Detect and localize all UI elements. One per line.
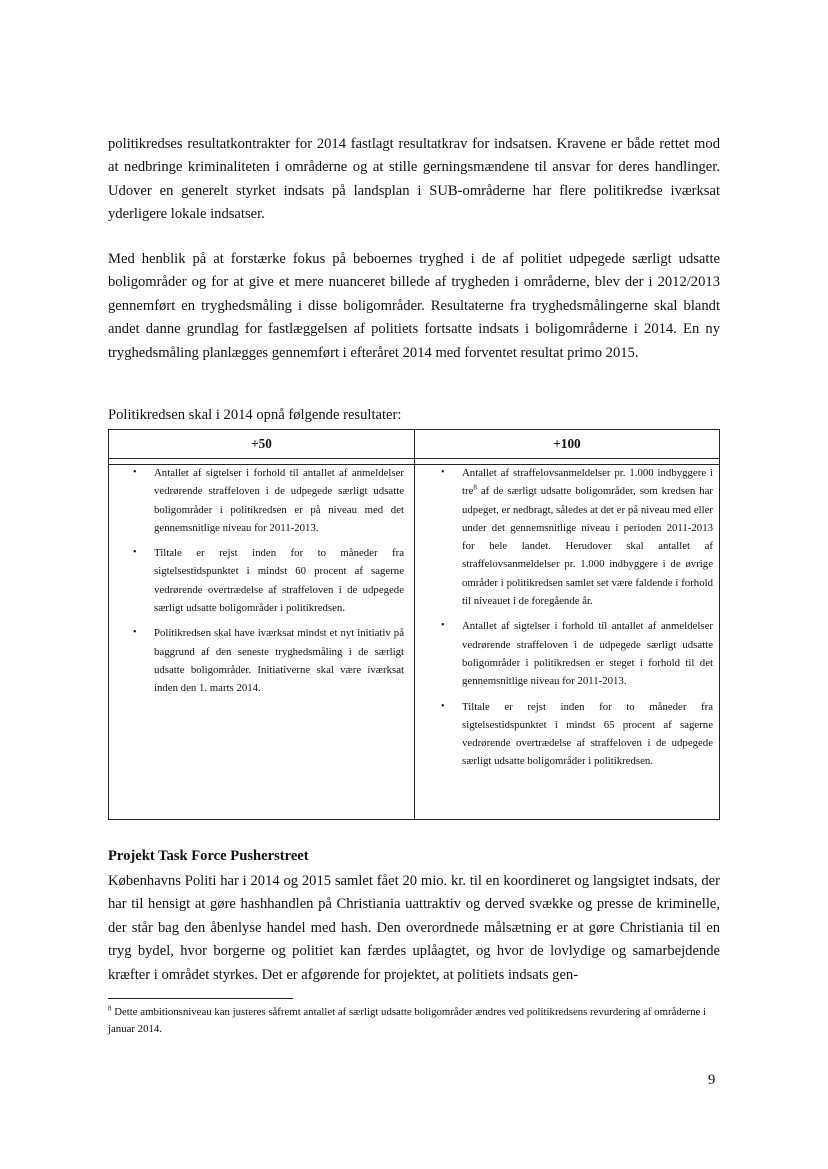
paragraph-intro: politikredses resultatkontrakter for 2014 fastlagt resultatkrav for indsatsen. Kravene er både rettet mod at nedbringe kriminaliteten i områderne og at stille gerningsmændene til ansvar for deres handlinger. Udover en generelt styrket indsats på landsplan i SUB-områderne har flere politikredse iværksat yderligere lokale indsatser. — [108, 136, 720, 223]
section-heading: Projekt Task Force Pusherstreet — [108, 848, 309, 864]
bullet-list-plus50 — [133, 464, 404, 698]
paragraph-tryghedsmaaling: Med henblik på at forstærke fokus på beboernes tryghed i de af politiet udpegede særligt udsatte boligområder og for at give et mere nuanceret billede af trygheden i områderne, blev der i 2012/2013 gennemført en tryghedsmåling i disse boligområder. Resultaterne fra tryghedsmålingerne skal blandt andet danne grundlag for fastlæggelsen af politiets fortsatte indsats i boligområderne i 2014. En ny tryghedsmåling planlægges gennemført i efteråret 2014 med forventet resultat primo 2015. — [108, 251, 720, 361]
bullet-icon: • — [133, 547, 137, 559]
list-item: • Tiltale er rejst inden for to måneder fra sigtelsestidspunktet i mindst 65 procent af sagerne vedrørende overtrædelse af straffeloven i de udpegede særligt udsatte boligområder i politikredsen. — [441, 698, 713, 771]
column-plus100 — [441, 464, 713, 778]
list-item: • Antallet af sigtelser i forhold til antallet af anmeldelser vedrørende straffeloven i de udpegede særligt udsatte boligområder i politikredsen er på niveau med det gennemsnitlige niveau for 2011-2013. — [133, 464, 404, 537]
column-plus50 — [133, 464, 404, 705]
column-divider — [414, 430, 415, 819]
paragraph-pusherstreet: Københavns Politi har i 2014 og 2015 samlet fået 20 mio. kr. til en koordineret og langsigtet indsats, der har til hensigt at gøre hashhandlen på Christiania uattraktiv og derved svække og presse de kriminelle, der står bag den åbenlyse handel med hash. Den overordnede målsætning er at gøre Christiania til en tryg bydel, hvor borgerne og politiet kan færdes uplåagtet, og hvor de lovlydige og samarbejdende kræfter i området styrkes. Det er afgørende for projektet, at politiets indsats gen- — [108, 873, 720, 983]
bullet-icon: • — [441, 620, 445, 632]
page-number: 9 — [708, 1072, 716, 1088]
footnote-divider — [108, 998, 293, 999]
results-table — [108, 429, 720, 820]
list-item: • Antallet af sigtelser i forhold til antallet af anmeldelser vedrørende straffeloven i de udpegede særligt udsatte boligområder i politikredsen er steget i forhold til det gennemsnitlige niveau for 2011-2013. — [441, 617, 713, 690]
list-item: • Politikredsen skal have iværksat mindst et nyt initiativ på baggrund af den seneste tryghedsmåling i de særligt udsatte boligområder. Initiativerne skal være iværksat inden den 1. marts 2014. — [133, 624, 404, 697]
list-item: • Tiltale er rejst inden for to måneder fra sigtelsestidspunktet i mindst 60 procent af sagerne vedrørende overtrædelse af straffeloven i de udpegede særligt udsatte boligområder i politikredsen. — [133, 544, 404, 617]
footnote: $^8$ Dette ambitionsniveau kan justeres såfremt antallet af særligt udsatte boligområder ændres ved politikredsens revurdering af områderne i januar 2014. — [108, 1004, 707, 1035]
footnote-ref: 8 — [473, 483, 477, 492]
footnote-marker: 8 — [108, 1004, 112, 1013]
bullet-icon: • — [133, 627, 137, 639]
bullet-list-plus100 — [441, 464, 713, 771]
bullet-icon: • — [441, 700, 445, 712]
bullet-icon: • — [441, 467, 445, 478]
header-plus50: +50 — [251, 436, 272, 451]
header-plus100: +100 — [553, 436, 581, 451]
list-item: • Antallet af straffelovsanmeldelser pr. 1.000 indbyggere i tre$^8$ af de særligt udsatte boligområder, som kredsen har udpeget, er nedbragt, således at det er på niveau med eller under det gennemsnitlige niveau i perioden 2011-2013 for hele landet. Herudover skal antallet af straffelovsanmeldelser pr. 1.000 indbyggere i de øvrige områder i politikredsen samlet set være faldende i forhold til niveauet i de foregående år. — [441, 464, 713, 610]
table-intro: Politikredsen skal i 2014 opnå følgende resultater: — [108, 407, 402, 423]
bullet-icon: • — [133, 467, 137, 478]
